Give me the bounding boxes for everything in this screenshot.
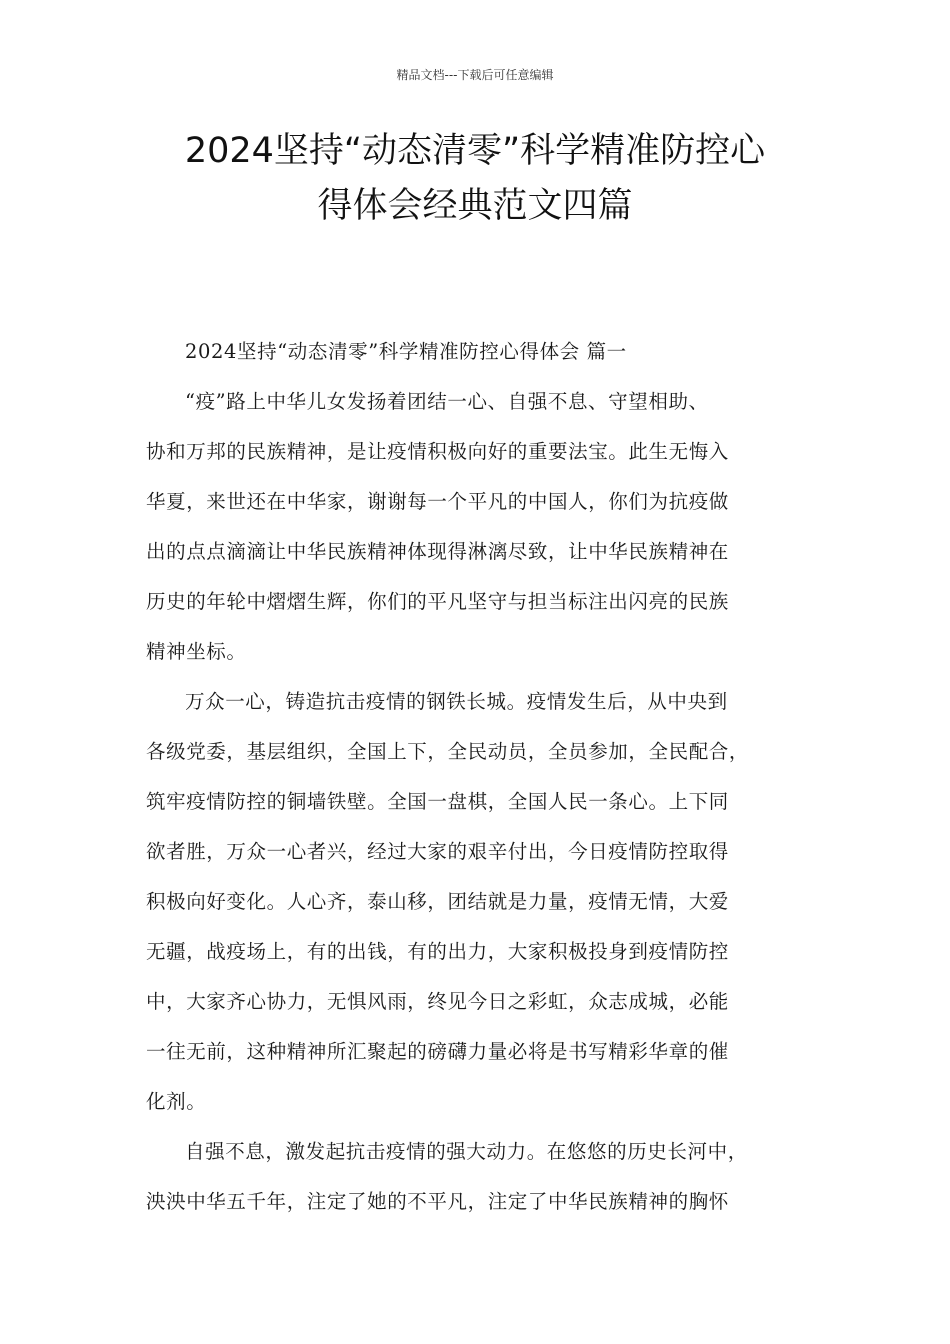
header-note: 精品文档---下载后可任意编辑 <box>396 68 554 82</box>
paragraph-line: 欲者胜，万众一心者兴，经过大家的艰辛付出，今日疫情防控取得 <box>146 840 729 863</box>
paragraph-line: 筑牢疫情防控的铜墙铁壁。全国一盘棋，全国人民一条心。上下同 <box>146 790 729 813</box>
document-body <box>146 327 836 1227</box>
paragraph-line: 化剂。 <box>146 1090 207 1113</box>
paragraph-line: 中，大家齐心协力，无惧风雨，终见今日之彩虹，众志成城，必能 <box>146 990 729 1013</box>
paragraph-line: 协和万邦的民族精神，是让疫情积极向好的重要法宝。此生无悔入 <box>146 440 729 463</box>
paragraph-line: 一往无前，这种精神所汇聚起的磅礴力量必将是书写精彩华章的催 <box>146 1040 729 1063</box>
paragraph-line: 积极向好变化。人心齐，泰山移，团结就是力量，疫情无情，大爱 <box>146 890 729 913</box>
document-title <box>100 124 850 234</box>
paragraph-line: 自强不息，激发起抗击疫情的强大动力。在悠悠的历史长河中， <box>185 1140 748 1163</box>
paragraph-3 <box>146 1127 836 1227</box>
paragraph-line: 历史的年轮中熠熠生辉，你们的平凡坚守与担当标注出闪亮的民族 <box>146 590 729 613</box>
paragraph-2 <box>146 677 836 1127</box>
paragraph-line: 无疆，战疫场上，有的出钱，有的出力，大家积极投身到疫情防控 <box>146 940 729 963</box>
paragraph-line: 泱泱中华五千年，注定了她的不平凡，注定了中华民族精神的胸怀 <box>146 1190 729 1213</box>
paragraph-line: 精神坐标。 <box>146 640 247 663</box>
paragraph-line: 各级党委，基层组织，全国上下，全民动员，全员参加，全民配合， <box>146 740 750 763</box>
paragraph-line: “疫”路上中华儿女发扬着团结一心、自强不息、守望相助、 <box>185 390 709 413</box>
paragraph-line: 华夏，来世还在中华家，谢谢每一个平凡的中国人，你们为抗疫做 <box>146 490 729 513</box>
paragraph-line: 出的点点滴滴让中华民族精神体现得淋漓尽致，让中华民族精神在 <box>146 540 729 563</box>
section-heading: 2024坚持“动态清零”科学精准防控心得体会 篇一 <box>185 340 627 363</box>
title-line-2: 得体会经典范文四篇 <box>317 186 633 226</box>
title-line-1: 2024坚持“动态清零”科学精准防控心 <box>184 131 766 171</box>
paragraph-1 <box>146 377 836 677</box>
paragraph-line: 万众一心，铸造抗击疫情的钢铁长城。疫情发生后，从中央到 <box>185 690 728 713</box>
